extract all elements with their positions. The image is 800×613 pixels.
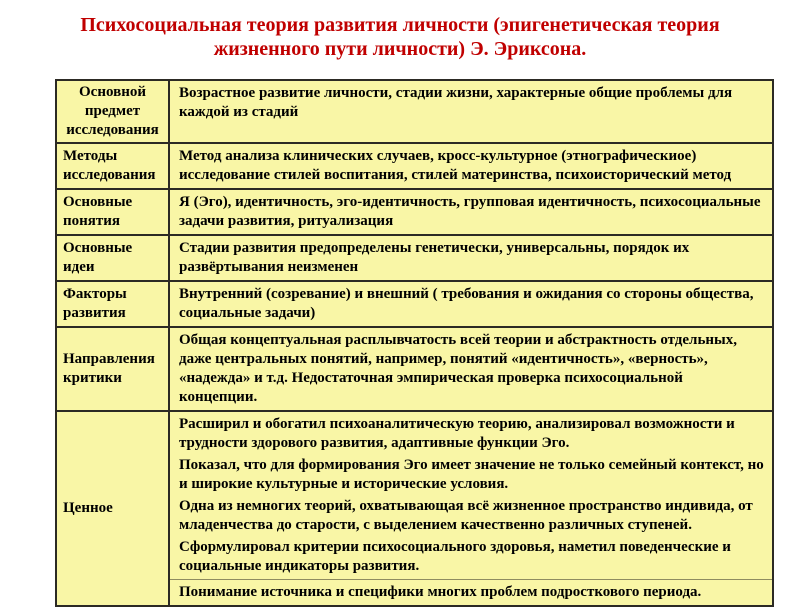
page-title: Психосоциальная теория развития личности (эпигенетическая теория жизненного пути личности) Э. Эриксона. (80, 14, 720, 60)
row-content-ideas (169, 235, 773, 281)
row-content-valuable-continued (169, 580, 773, 607)
table-row (56, 189, 773, 235)
row-label-concepts: Основные понятия (56, 189, 169, 235)
paragraph: Возрастное развитие личности, стадии жизни, характерные общие проблемы для каждой из стадий (179, 85, 733, 120)
row-content-criticism (169, 327, 773, 411)
row-content-subject (169, 80, 773, 143)
row-label-methods: Методы исследования (56, 143, 169, 189)
table-row (56, 327, 773, 411)
row-content-valuable (169, 411, 773, 580)
table-row (56, 80, 773, 143)
row-label-subject: Основной предмет исследования (56, 80, 169, 143)
table-row (56, 411, 773, 580)
table-row (56, 143, 773, 189)
row-label-ideas: Основные идеи (56, 235, 169, 281)
table-row (56, 235, 773, 281)
row-content-factors (169, 281, 773, 327)
paragraph: Я (Эго), идентичность, эго-идентичность, групповая идентичность, психосоциальные задачи развития, ритуализация (179, 194, 761, 229)
paragraph: Показал, что для формирования Эго имеет значение не только семейный контекст, но и широкие культурные и исторические условия. (179, 457, 764, 492)
paragraph: Одна из немногих теорий, охватывающая всё жизненное пространство индивида, от младенчества до старости, с выделением качественно различных ступеней. (179, 498, 753, 533)
paragraph: Общая концептуальная расплывчатость всей теории и абстрактность отдельных, даже центральных понятий, например, понятий «идентичность», «верность», «надежда» и т.д. Недостаточная эмпирическая проверка психосоциальной концепции. (179, 332, 737, 405)
table-row (56, 281, 773, 327)
row-label-criticism: Направления критики (56, 327, 169, 411)
paragraph: Метод анализа клинических случаев, кросс-культурное (этнографическиое) исследование стилей воспитания, стилей материнства, психоисторический метод (179, 148, 732, 183)
row-content-concepts (169, 189, 773, 235)
paragraph: Понимание источника и специфики многих проблем подросткового периода. (179, 584, 702, 600)
paragraph: Внутренний (созревание) и внешний ( требования и ожидания со стороны общества, социальные задачи) (179, 286, 754, 321)
paragraph: Расширил и обогатил психоаналитическую теорию, анализировал возможности и трудности здорового развития, адаптивные функции Эго. (179, 416, 735, 451)
row-label-valuable: Ценное (56, 411, 169, 606)
paragraph: Стадии развития предопределены генетически, универсальны, порядок их развёртывания неизменен (179, 240, 690, 275)
paragraph: Сформулировал критерии психосоциального здоровья, наметил поведенческие и социальные индикаторы развития. (179, 539, 731, 574)
theory-table (55, 79, 774, 607)
row-content-methods (169, 143, 773, 189)
row-label-factors: Факторы развития (56, 281, 169, 327)
